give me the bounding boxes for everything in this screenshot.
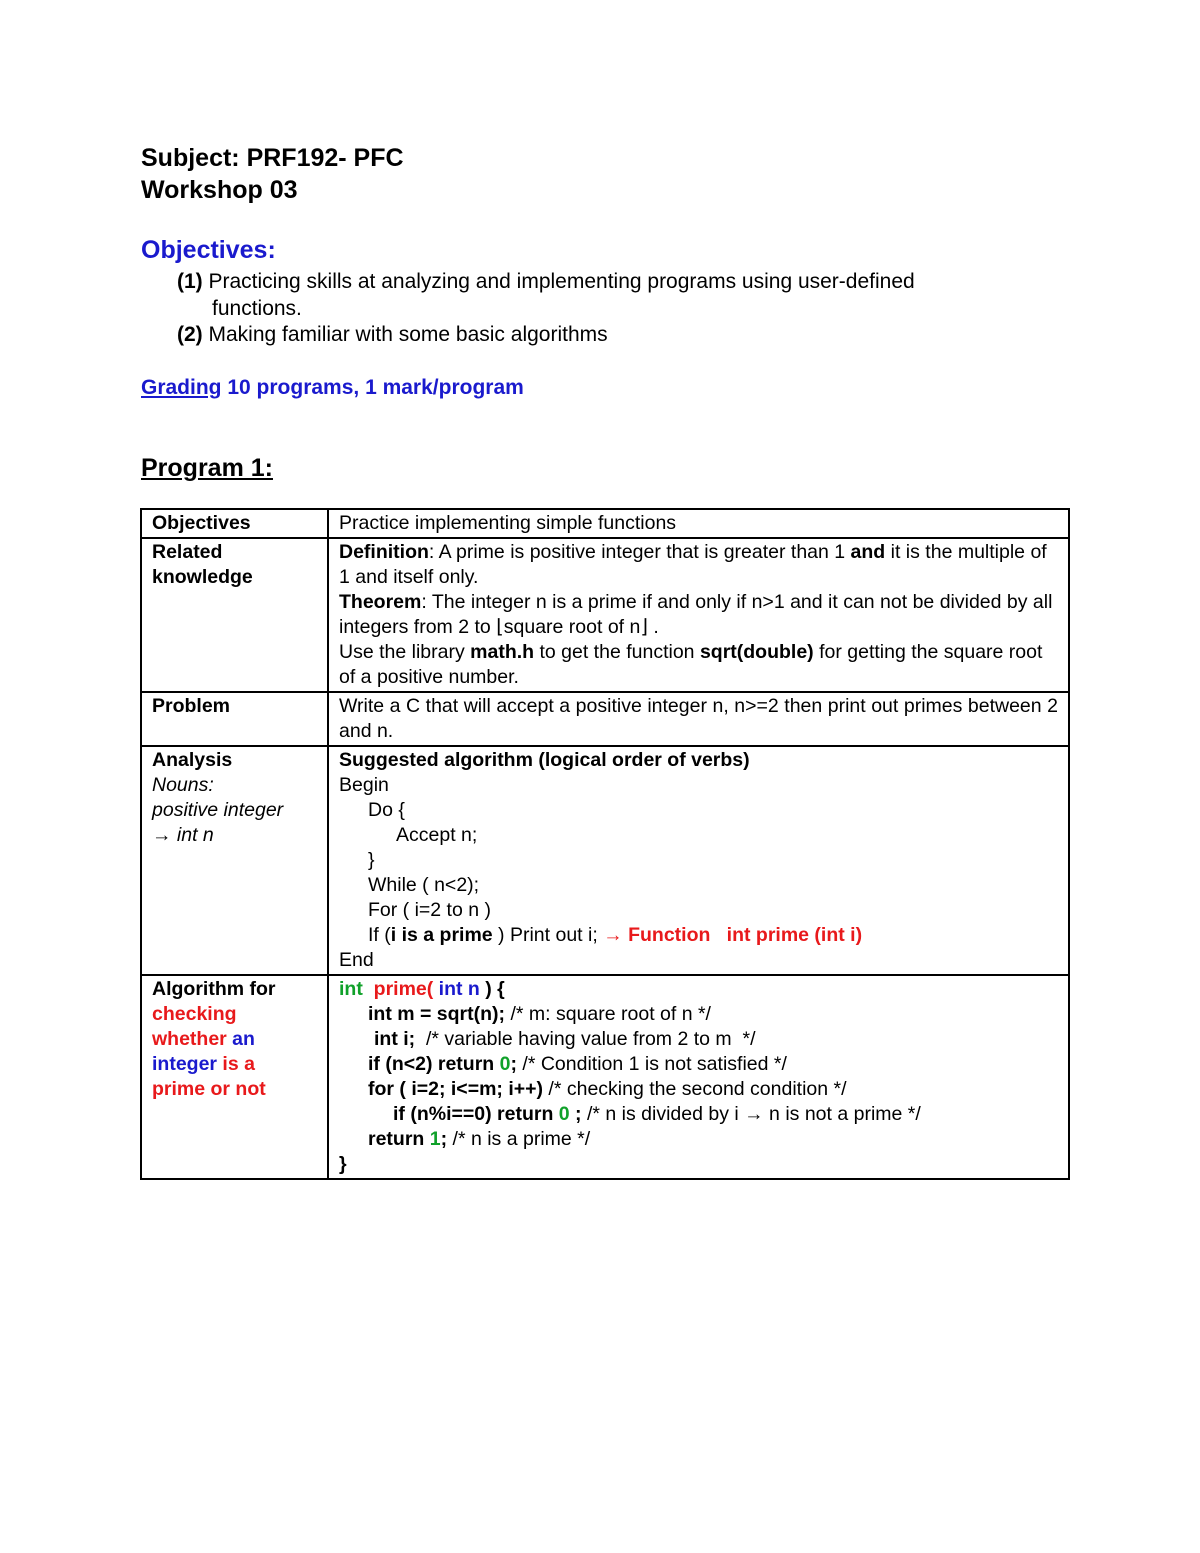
code-param: int n [433, 978, 480, 1000]
library-math: math.h [470, 641, 535, 663]
program-info-table [140, 508, 1070, 1180]
code-comment: /* checking the second condition */ [543, 1078, 847, 1100]
code-comment: /* n is a prime */ [447, 1128, 591, 1150]
analysis-nouns: Nouns: [152, 774, 214, 796]
algo-if-cond: i is a prime [390, 924, 493, 946]
objective-text: Making familiar with some basic algorithms [202, 323, 608, 346]
analysis-label-cell [141, 746, 328, 975]
table-row [141, 692, 1069, 746]
theorem-paragraph [339, 590, 1058, 640]
table-row [141, 975, 1069, 1179]
code-line-3 [339, 1027, 1058, 1052]
code-comment: /* m: square root of n */ [505, 1003, 711, 1025]
objective-item-2 [177, 322, 608, 348]
problem-label-cell: Problem [141, 692, 328, 746]
library-text-2: to get the function [534, 641, 700, 663]
objective-number: (1) [177, 270, 203, 293]
code-line-2 [339, 1002, 1058, 1027]
algo-close-brace: } [368, 849, 375, 871]
algo-if-func: → Function int prime (int i) [603, 924, 863, 946]
library-text-3: for getting the square root of a positive number. [339, 641, 1043, 688]
code-comment: /* variable having value from 2 to m */ [415, 1028, 756, 1050]
subject-heading: Subject: PRF192- PFC [141, 144, 404, 172]
library-sqrt: sqrt(double) [699, 641, 814, 663]
code-statement: int m = sqrt(n); [368, 1003, 506, 1025]
objective-number: (2) [177, 323, 203, 346]
algo-while: While ( n<2); [368, 874, 480, 896]
algorithm-title: Suggested algorithm (logical order of verbs) [339, 749, 750, 771]
algo-accept: Accept n; [396, 824, 478, 846]
related-label-1: Related [152, 541, 223, 563]
algorithm-label-5: prime or not [152, 1078, 266, 1100]
objectives-heading: Objectives: [141, 236, 276, 264]
program-title: Program 1: [141, 454, 273, 482]
code-statement: if (n<2) return [368, 1053, 500, 1075]
code-line-8: } [339, 1153, 347, 1175]
algo-if-2: ) Print out i; [492, 924, 604, 946]
algorithm-label-3b: an [226, 1028, 255, 1050]
algorithm-label-3a: whether [152, 1028, 227, 1050]
code-return-value: 0 [558, 1103, 570, 1125]
analysis-noun-1: positive integer [152, 799, 284, 821]
algo-do: Do { [368, 799, 405, 821]
objectives-label-cell: Objectives [141, 509, 328, 538]
algo-end: End [339, 949, 374, 971]
code-line-1 [339, 977, 1058, 1002]
theorem-label: Theorem [339, 591, 422, 613]
code-line-4 [339, 1052, 1058, 1077]
code-semicolon: ; [510, 1053, 517, 1075]
definition-text-1: : A prime is positive integer that is greater than 1 [428, 541, 851, 563]
related-label-2: knowledge [152, 566, 253, 588]
algorithm-label-1: Algorithm for [152, 978, 276, 1000]
algorithm-label-cell [141, 975, 328, 1179]
library-text-1: Use the library [339, 641, 471, 663]
definition-and: and [850, 541, 886, 563]
library-paragraph [339, 640, 1058, 690]
table-row [141, 746, 1069, 975]
code-statement: return [368, 1128, 430, 1150]
algo-for: For ( i=2 to n ) [368, 899, 491, 921]
code-open: ) { [479, 978, 505, 1000]
code-line-5 [339, 1077, 1058, 1102]
problem-content-cell: Write a C that will accept a positive integer n, n>=2 then print out primes between 2 and n. [328, 692, 1069, 746]
algorithm-label-4b: is a [217, 1053, 255, 1075]
theorem-text: : The integer n is a prime if and only if n>1 and it can not be divided by all integers from 2 to ⌊square root of n⌋ . [339, 591, 1053, 638]
code-line-7 [339, 1127, 1058, 1152]
code-statement: if (n%i==0) return [393, 1103, 559, 1125]
code-return-value: 1 [429, 1128, 441, 1150]
definition-text-2: it is the multiple of 1 and itself only. [339, 541, 1047, 588]
objective-text: Practicing skills at analyzing and implementing programs using user-defined [202, 270, 915, 293]
algo-begin: Begin [339, 774, 389, 796]
related-content-cell [328, 538, 1069, 692]
algo-if [339, 923, 1058, 948]
grading-text: 10 programs, 1 mark/program [221, 376, 524, 399]
code-statement: for ( i=2; i<=m; i++) [368, 1078, 544, 1100]
analysis-label: Analysis [152, 749, 233, 771]
code-semicolon: ; [569, 1103, 582, 1125]
code-comment: /* n is divided by i → n is not a prime */ [581, 1103, 921, 1125]
code-int-keyword: int [339, 978, 363, 1000]
table-row [141, 509, 1069, 538]
grading-label: Grading [141, 376, 222, 399]
table-row [141, 538, 1069, 692]
algorithm-label-2: checking [152, 1003, 237, 1025]
algorithm-code-cell [328, 975, 1069, 1179]
code-statement: int i; [374, 1028, 416, 1050]
code-line-6 [339, 1102, 1058, 1127]
algo-if-1: If ( [368, 924, 391, 946]
algorithm-label-3 [152, 1027, 317, 1052]
code-semicolon: ; [440, 1128, 448, 1150]
grading-line [141, 376, 524, 400]
algorithm-label-4a: integer [152, 1053, 218, 1075]
code-return-value: 0 [499, 1053, 511, 1075]
analysis-noun-2: → int n [152, 824, 214, 846]
code-comment: /* Condition 1 is not satisfied */ [517, 1053, 787, 1075]
objectives-content-cell: Practice implementing simple functions [328, 509, 1069, 538]
analysis-content-cell [328, 746, 1069, 975]
algorithm-label-4 [152, 1052, 317, 1077]
definition-paragraph [339, 540, 1058, 590]
definition-label: Definition [339, 541, 429, 563]
objective-item-1 [177, 269, 915, 295]
code-prime-name: prime( [362, 978, 434, 1000]
workshop-heading: Workshop 03 [141, 176, 298, 204]
related-label-cell [141, 538, 328, 692]
objective-item-1-continuation: functions. [212, 297, 302, 320]
